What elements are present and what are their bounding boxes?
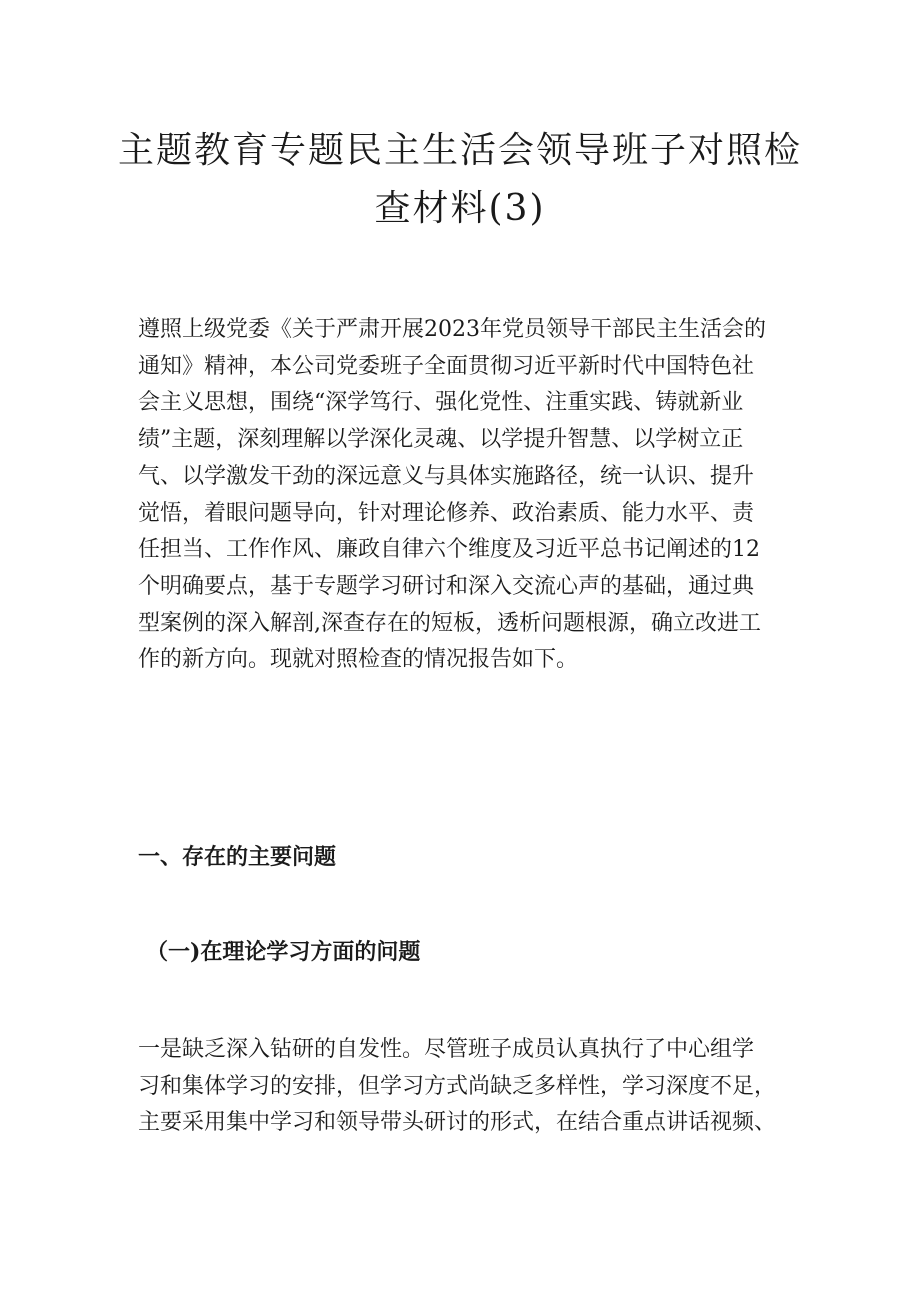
title-line-1: 主题教育专题民主生活会领导班子对照检 — [117, 130, 802, 171]
intro-line-5: 气、以学激发干劲的深远意义与具体实施路径，统一认识、提升 — [138, 463, 755, 489]
intro-line-3: 会主义思想，围绕“深学笃行、强化党性、注重实践、铸就新业 — [138, 390, 744, 416]
intro-line-9: 型案例的深入解剖,深查存在的短板，透析问题根源，确立改进工 — [138, 610, 761, 636]
intro-line-10: 作的新方向。现就对照检查的情况报告如下。 — [138, 647, 579, 673]
body-line-3: 主要采用集中学习和领导带头研讨的形式，在结合重点讲话视频、 — [138, 1110, 777, 1136]
intro-line-6: 觉悟，着眼问题导向，针对理论修养、政治素质、能力水平、责 — [138, 500, 755, 526]
body-paragraph — [138, 1032, 794, 1142]
title-line-2: 查材料(3) — [374, 188, 546, 229]
intro-line-4: 绩”主题，深刻理解以学深化灵魂、以学提升智慧、以学树立正 — [138, 427, 744, 453]
intro-line-2: 通知》精神，本公司党委班子全面贯彻习近平新时代中国特色社 — [138, 353, 755, 379]
subsection-heading: （一)在理论学习方面的问题 — [146, 939, 421, 965]
intro-line-8: 个明确要点，基于专题学习研讨和深入交流心声的基础，通过典 — [138, 573, 755, 599]
intro-line-1: 遵照上级党委《关于严肃开展2023年党员领导干部民主生活会的 — [138, 317, 766, 342]
section-heading: 一、存在的主要问题 — [138, 844, 337, 870]
body-line-1: 一是缺乏深入钻研的自发性。尽管班子成员认真执行了中心组学 — [138, 1037, 755, 1062]
intro-paragraph — [138, 312, 794, 679]
body-line-2: 习和集体学习的安排，但学习方式尚缺乏多样性，学习深度不足， — [138, 1073, 777, 1099]
intro-line-7: 任担当、工作作风、廉政自律六个维度及习近平总书记阐述的12 — [138, 537, 760, 563]
document-title — [100, 122, 820, 238]
